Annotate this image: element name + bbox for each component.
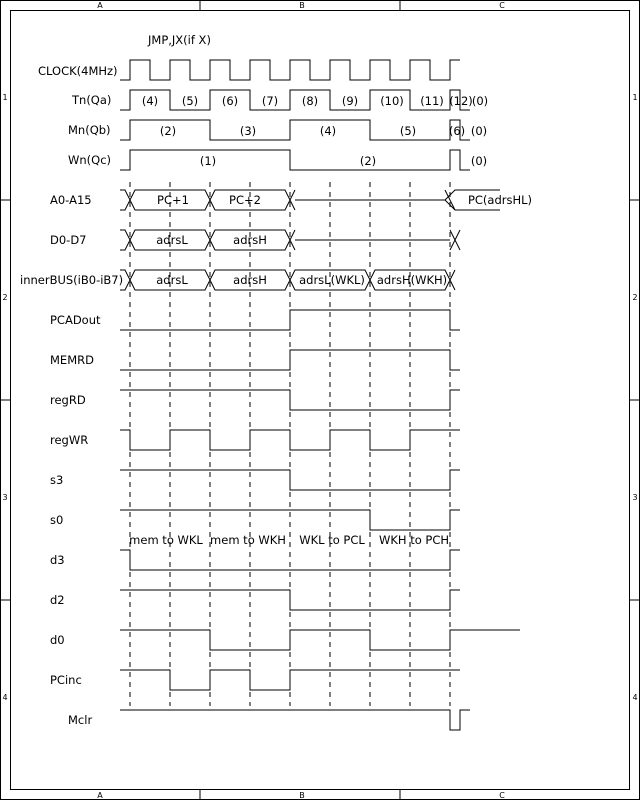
a0-a15-value: PC+1 — [157, 193, 189, 207]
zone-col-c-bottom: C — [499, 791, 505, 800]
mn-value: (3) — [239, 124, 257, 138]
tn-value: (0) — [471, 94, 489, 108]
signal-label-d0: d0 — [50, 633, 65, 647]
signal-label-regrd: regRD — [50, 393, 86, 407]
signal-label-regwr: regWR — [50, 433, 89, 447]
mn-value: (4) — [319, 124, 337, 138]
zone-col-b-bottom: B — [299, 791, 305, 800]
signal-label-clock: CLOCK(4MHz) — [38, 64, 118, 78]
tn-value: (10) — [380, 94, 404, 108]
mn-value: (2) — [159, 124, 177, 138]
tn-value: (7) — [261, 94, 279, 108]
clock-wave — [120, 60, 460, 80]
zone-row-2-left: 2 — [2, 293, 8, 302]
innerbus-value: adrsL(WKL) — [299, 273, 365, 287]
signal-label-mn: Mn(Qb) — [68, 123, 111, 137]
signal-label-d0-d7: D0-D7 — [50, 233, 87, 247]
zone-row-1-left: 1 — [2, 93, 8, 102]
tn-wave — [120, 90, 470, 110]
s3-wave — [120, 470, 460, 490]
signal-label-s0: s0 — [50, 513, 64, 527]
regwr-wave — [120, 430, 460, 450]
zone-col-b-top: B — [299, 1, 305, 10]
tn-value: (11) — [420, 94, 444, 108]
wn-wave — [120, 150, 470, 170]
innerbus-value: adrsL — [156, 273, 188, 287]
mn-value: (0) — [470, 124, 488, 138]
phase-label: WKL to PCL — [299, 533, 365, 547]
d0-d7-value: adrsL — [156, 233, 188, 247]
signal-label-mclr: Mclr — [68, 713, 93, 727]
zone-row-4-right: 4 — [632, 693, 638, 702]
signal-label-a0-a15: A0-A15 — [50, 193, 92, 207]
wn-value: (1) — [199, 154, 217, 168]
mclr-wave — [120, 710, 470, 730]
tn-value: (5) — [181, 94, 199, 108]
zone-row-2-right: 2 — [632, 293, 638, 302]
signal-label-pcinc: PCinc — [50, 673, 82, 687]
innerbus-value: adrsH(WKH) — [376, 273, 448, 287]
signal-label-d2: d2 — [50, 593, 65, 607]
d0-d7-value: adrsH — [233, 233, 267, 247]
tn-value: (12) — [449, 94, 473, 108]
zone-col-c-top: C — [499, 1, 505, 10]
diagram-title: JMP,JX(if X) — [148, 33, 211, 47]
phase-label: mem to WKH — [210, 533, 286, 547]
memrd-wave — [120, 350, 460, 370]
tn-value: (6) — [221, 94, 239, 108]
signal-label-innerbus: innerBUS(iB0-iB7) — [20, 273, 124, 287]
tn-value: (8) — [301, 94, 319, 108]
zone-col-a-bottom: A — [97, 791, 103, 800]
innerbus-value: adrsH — [233, 273, 267, 287]
signal-label-tn: Tn(Qa) — [72, 93, 112, 107]
signal-label-s3: s3 — [50, 473, 64, 487]
signal-label-pcadout: PCADout — [50, 313, 101, 327]
wn-value: (0) — [470, 154, 488, 168]
d0-wave — [120, 630, 520, 650]
signal-label-memrd: MEMRD — [50, 353, 94, 367]
pcinc-wave — [120, 670, 460, 690]
d2-wave — [120, 590, 460, 610]
regrd-wave — [120, 390, 460, 410]
zone-row-3-right: 3 — [632, 493, 638, 502]
tn-value: (9) — [341, 94, 359, 108]
phase-label: WKH to PCH — [378, 533, 450, 547]
mn-value: (6) — [448, 124, 466, 138]
zone-row-3-left: 3 — [2, 493, 8, 502]
zone-col-a-top: A — [97, 1, 103, 10]
phase-label: mem to WKL — [129, 533, 203, 547]
a0-a15-value: PC+2 — [229, 193, 261, 207]
tn-value: (4) — [141, 94, 159, 108]
zone-row-4-left: 4 — [2, 693, 8, 702]
zone-row-1-right: 1 — [632, 93, 638, 102]
mn-value: (5) — [399, 124, 417, 138]
pcadout-wave — [120, 310, 460, 330]
signal-label-d3: d3 — [50, 553, 65, 567]
signal-label-wn: Wn(Qc) — [68, 153, 112, 167]
wn-value: (2) — [359, 154, 377, 168]
a0-a15-value: PC(adrsHL) — [467, 193, 533, 207]
